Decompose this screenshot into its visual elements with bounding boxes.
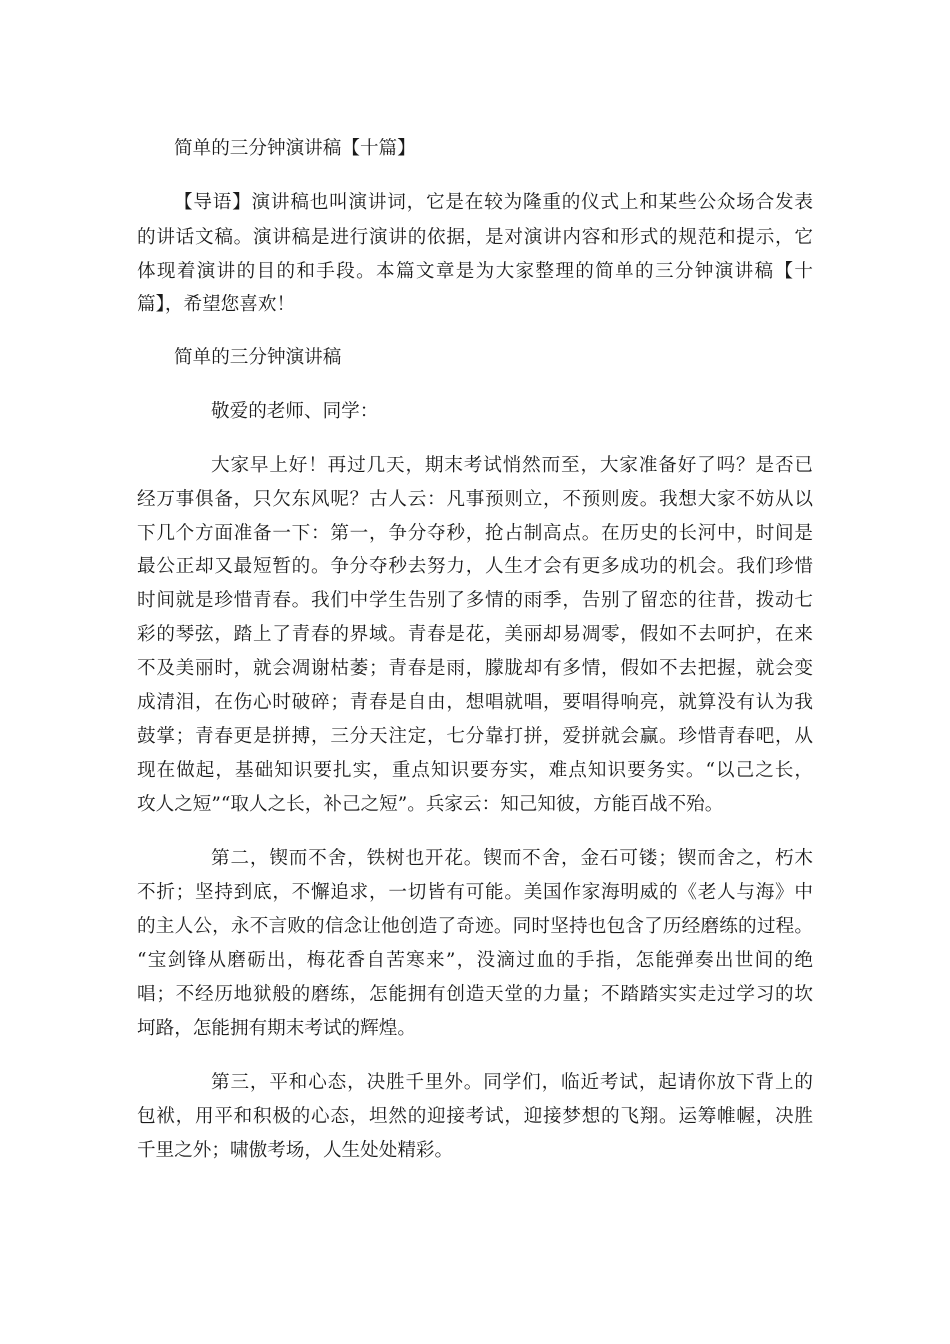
paragraph-line: 坷路，怎能拥有期末考试的辉煌。: [137, 1018, 416, 1039]
document-title: 简单的三分钟演讲稿【十篇】: [174, 138, 416, 159]
paragraph-line: 第三，平和心态，决胜千里外。同学们，临近考试，起请你放下背上的: [211, 1072, 813, 1093]
paragraph-line: 唱；不经历地狱般的磨练，怎能拥有创造天堂的力量；不踏踏实实走过学习的坎: [137, 984, 813, 1005]
paragraph-line: 下几个方面准备一下：第一，争分夺秒，抢占制高点。在历史的长河中，时间是: [137, 523, 813, 544]
paragraph-line: 攻人之短”“取人之长，补己之短”。兵家云：知己知彼，方能百战不殆。: [137, 794, 724, 815]
intro-line: 体现着演讲的目的和手段。本篇文章是为大家整理的简单的三分钟演讲稿【十: [137, 261, 813, 282]
section-title: 简单的三分钟演讲稿: [174, 347, 342, 368]
paragraph-line: 千里之外；啸傲考场，人生处处精彩。: [137, 1140, 454, 1161]
paragraph-line: 的主人公，永不言败的信念让他创造了奇迹。同时坚持也包含了历经磨练的过程。: [137, 916, 813, 937]
paragraph-line: 经万事俱备，只欠东风呢？古人云：凡事预则立，不预则废。我想大家不妨从以: [137, 489, 813, 510]
paragraph-line: 彩的琴弦，踏上了青春的界域。青春是花，美丽却易凋零，假如不去呵护，在来: [137, 624, 813, 645]
paragraph-line: 第二，锲而不舍，铁树也开花。锲而不舍，金石可镂；锲而舍之，朽木: [211, 848, 813, 869]
paragraph-line: 现在做起，基础知识要扎实，重点知识要夯实，难点知识要务实。“以己之长，: [137, 760, 813, 781]
paragraph-line: 鼓掌；青春更是拼搏，三分天注定，七分靠打拼，爱拼就会赢。珍惜青春吧，从: [137, 726, 813, 747]
paragraph-line: 时间就是珍惜青春。我们中学生告别了多情的雨季，告别了留恋的往昔，拨动七: [137, 590, 813, 611]
intro-line: 的讲话文稿。演讲稿是进行演讲的依据，是对演讲内容和形式的规范和提示，它: [137, 227, 813, 248]
intro-line: 篇】，希望您喜欢！: [137, 294, 296, 315]
intro-line: 【导语】演讲稿也叫演讲词，它是在较为隆重的仪式上和某些公众场合发表: [174, 192, 813, 213]
paragraph-line: 最公正却又最短暂的。争分夺秒去努力，人生才会有更多成功的机会。我们珍惜: [137, 556, 813, 577]
paragraph-line: “宝剑锋从磨砺出，梅花香自苦寒来”，没滴过血的手指，怎能弹奏出世间的绝: [137, 950, 813, 971]
paragraph-line: 成清泪，在伤心时破碎；青春是自由，想唱就唱，要唱得响亮，就算没有认为我: [137, 692, 813, 713]
paragraph-line: 不及美丽时，就会凋谢枯萎；青春是雨，朦胧却有多情，假如不去把握，就会变: [137, 658, 813, 679]
paragraph-line: 不折；坚持到底，不懈追求，一切皆有可能。美国作家海明威的《老人与海》中: [137, 882, 813, 903]
salutation: 敬爱的老师、同学：: [211, 401, 379, 422]
paragraph-line: 大家早上好！再过几天，期末考试悄然而至，大家准备好了吗？是否已: [211, 455, 813, 476]
paragraph-line: 包袱，用平和积极的心态，坦然的迎接考试，迎接梦想的飞翔。运筹帷幄，决胜: [137, 1106, 813, 1127]
